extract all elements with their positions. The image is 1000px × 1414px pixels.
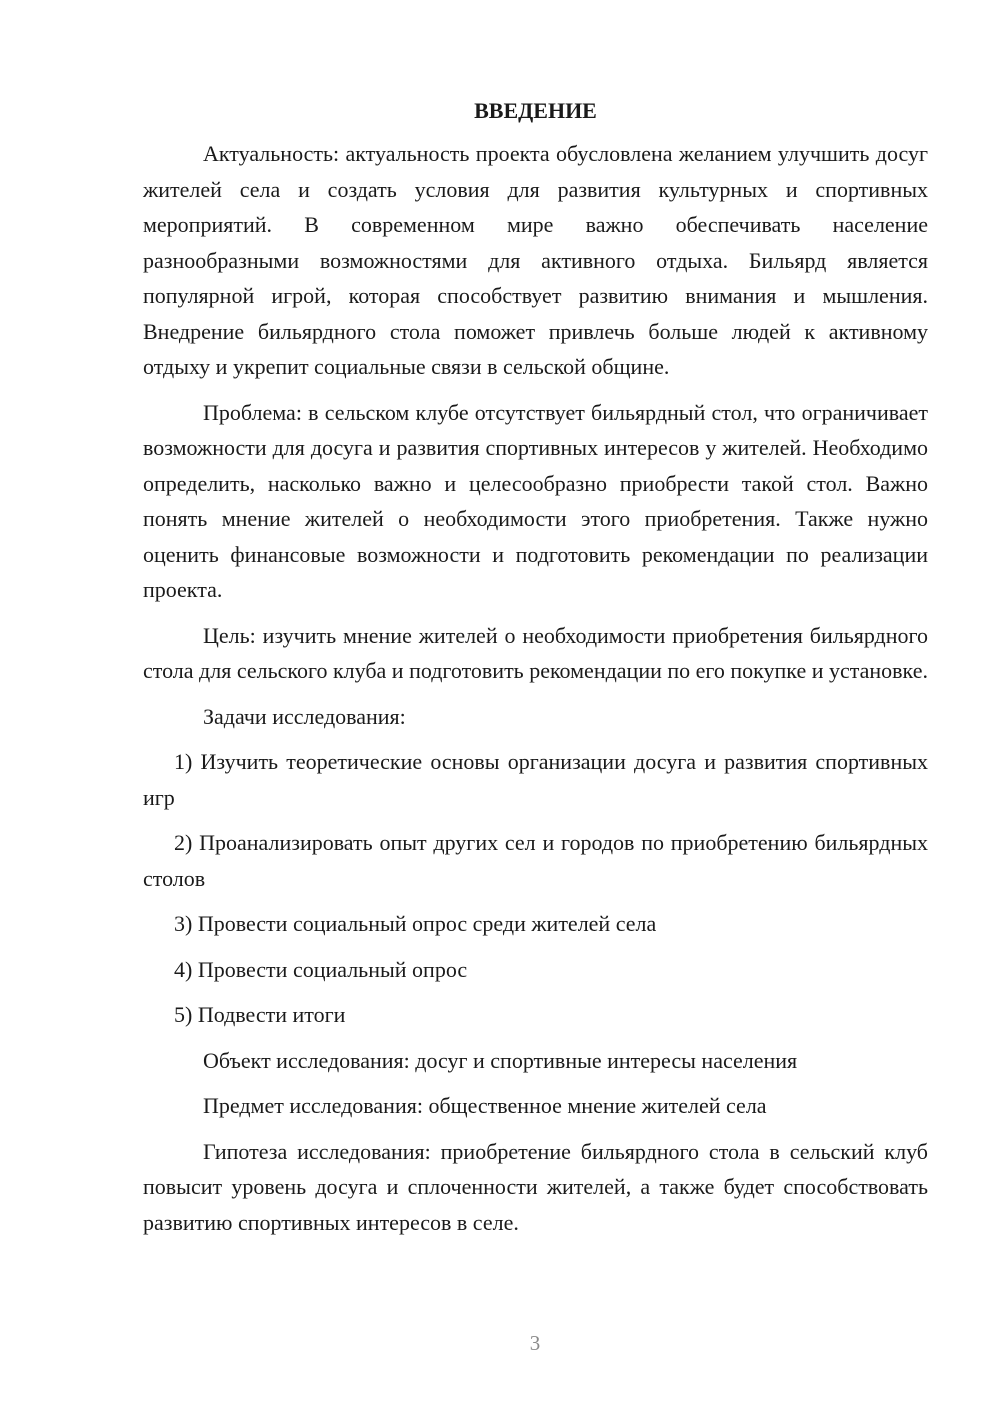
section-heading: ВВЕДЕНИЕ [474,98,597,123]
task-item: 1) Изучить теоретические основы организации досуга и развития спортивных игр [143,749,928,810]
page-number: 3 [529,1331,541,1355]
subject-paragraph: Предмет исследования: общественное мнение жителей села [203,1093,767,1118]
hypothesis-paragraph: Гипотеза исследования: приобретение бильярдного стола в сельский клуб повысит уровень досуга и сплоченности жителей, а также будет способствовать развитию спортивных интересов в селе. [143,1138,928,1235]
task-item: 5) Подвести итоги [174,1002,346,1027]
task-item: 4) Провести социальный опрос [174,956,468,982]
object-paragraph: Объект исследования: досуг и спортивные интересы населения [203,1047,798,1073]
goal-paragraph: Цель: изучить мнение жителей о необходимости приобретения бильярдного стола для сельского клуба и подготовить рекомендации по его покупке и установке. [143,622,928,683]
problem-paragraph: Проблема: в сельском клубе отсутствует бильярдный стол, что ограничивает возможности для досуга и развития спортивных интересов у жителей. Необходимо определить, насколько важно и целесообразно приобрести такой стол. Важно понять мнение жителей о необходимости этого приобретения. Также нужно оценить финансовые возможности и подготовить рекомендации по реализации проекта. [143,399,928,602]
task-item: 3) Провести социальный опрос среди жителей села [174,911,657,936]
task-item: 2) Проанализировать опыт других сел и городов по приобретению бильярдных столов [143,830,928,891]
page-content [143,96,928,1250]
tasks-title: Задачи исследования: [203,703,406,729]
relevance-paragraph: Актуальность: актуальность проекта обусловлена желанием улучшить досуг жителей села и создать условия для развития культурных и спортивных мероприятий. В современном мире важно обеспечивать население разнообразными возможностями для активного отдыха. Бильярд является популярной игрой, которая способствует развитию внимания и мышления. Внедрение бильярдного стола поможет привлечь больше людей к активному отдыху и укрепит социальные связи в сельской общине. [143,141,928,379]
